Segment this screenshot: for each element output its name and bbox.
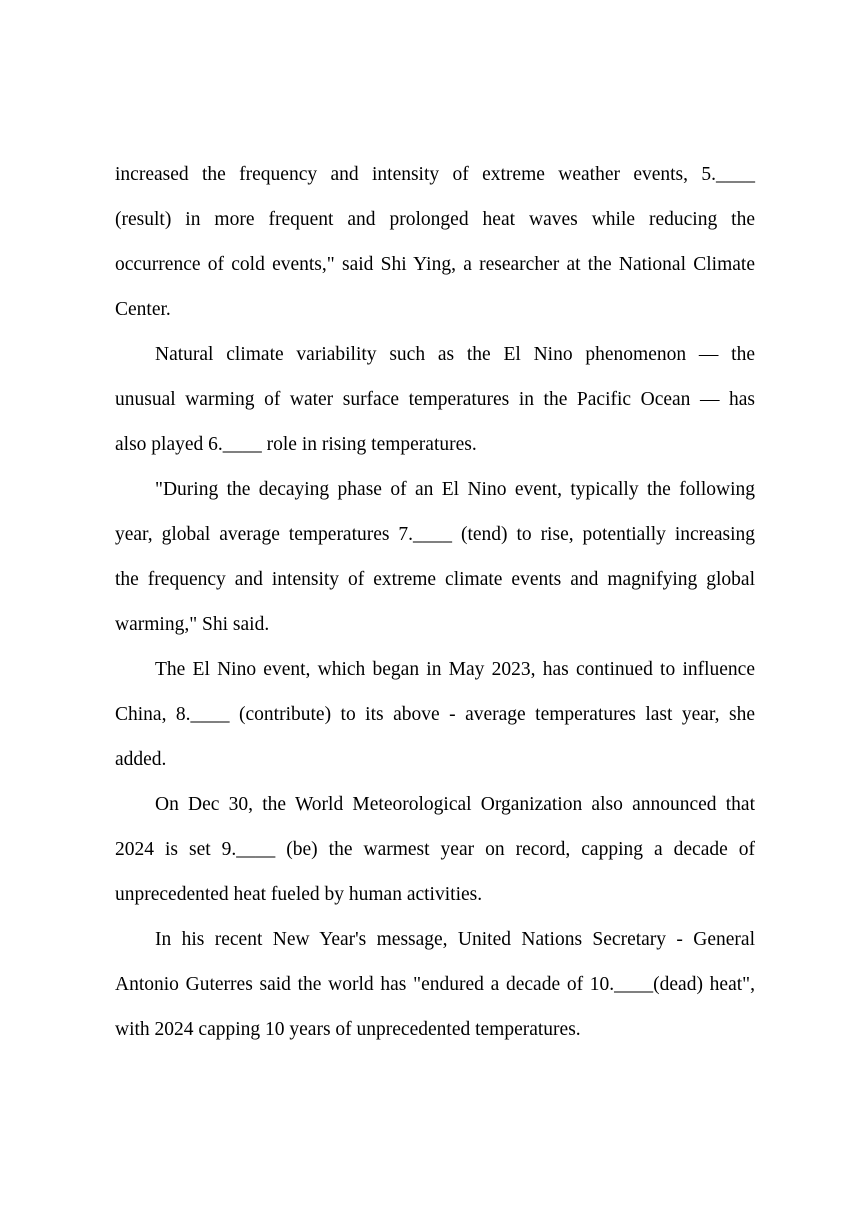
text-line: with 2024 capping 10 years of unprecedented temperatures. [115,1019,581,1040]
text-line: added. [115,749,167,770]
text-line: "During the decaying phase of an El Nino event, typically the following [155,479,755,500]
text-line: Antonio Guterres said the world has "endured a decade of 10.____(dead) heat", [115,974,755,995]
text-line: (result) in more frequent and prolonged heat waves while reducing the [115,209,755,230]
text-line: unprecedented heat fueled by human activities. [115,884,483,905]
text-line: increased the frequency and intensity of extreme weather events, 5.____ [115,164,755,185]
text-line: 2024 is set 9.____ (be) the warmest year on record, capping a decade of [115,839,755,860]
text-line: China, 8.____ (contribute) to its above - average temperatures last year, she [115,704,755,725]
text-line: Natural climate variability such as the El Nino phenomenon — the [155,344,755,365]
text-line: year, global average temperatures 7.____ (tend) to rise, potentially increasing [115,524,755,545]
text-line: occurrence of cold events," said Shi Ying, a researcher at the National Climate [115,254,755,275]
text-line: Center. [115,299,171,320]
text-line: warming," Shi said. [115,614,270,635]
text-line: On Dec 30, the World Meteorological Organization also announced that [155,794,755,815]
text-line: also played 6.____ role in rising temperatures. [115,434,477,455]
text-line: the frequency and intensity of extreme climate events and magnifying global [115,569,755,590]
text-line: In his recent New Year's message, United Nations Secretary - General [155,929,755,950]
document-text [115,152,755,1052]
text-line: The El Nino event, which began in May 2023, has continued to influence [155,659,755,680]
text-line: unusual warming of water surface temperatures in the Pacific Ocean — has [115,389,755,410]
